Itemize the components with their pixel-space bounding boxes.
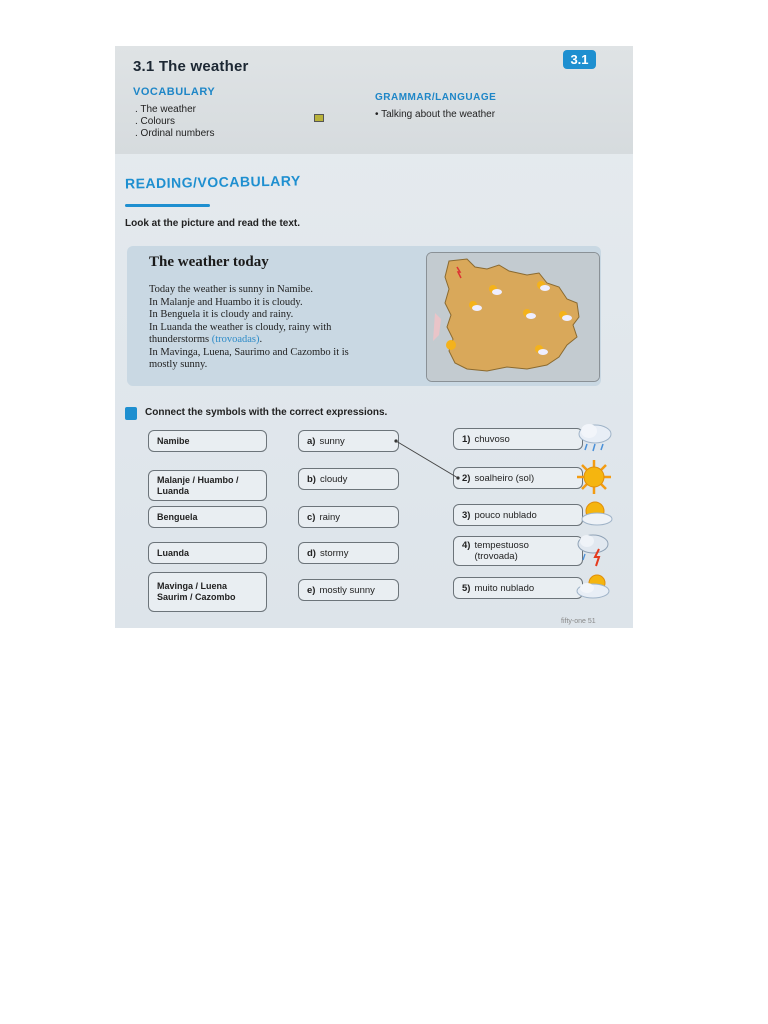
page-number: fifty-one 51 bbox=[561, 618, 596, 625]
expression-box[interactable]: e) mostly sunny bbox=[298, 579, 399, 601]
place-box[interactable]: Luanda bbox=[148, 542, 267, 564]
partly-cloudy-icon bbox=[575, 498, 615, 528]
place-box[interactable]: Namibe bbox=[148, 430, 267, 452]
reading-line: In Malanje and Huambo it is cloudy. bbox=[149, 296, 303, 308]
portuguese-box[interactable]: 5) muito nublado bbox=[453, 577, 583, 599]
place-box[interactable]: Benguela bbox=[148, 506, 267, 528]
reading-text-title: The weather today bbox=[149, 254, 269, 270]
reading-line: thunderstorms (trovoadas). bbox=[149, 334, 263, 345]
vocabulary-item: . Ordinal numbers bbox=[135, 128, 215, 139]
vocabulary-item: . The weather bbox=[135, 104, 196, 115]
place-box[interactable]: Mavinga / Luena Saurim / Cazombo bbox=[148, 572, 267, 612]
portuguese-box[interactable]: 4) tempestuoso (trovoada) bbox=[453, 536, 583, 566]
portuguese-box[interactable]: 1) chuvoso bbox=[453, 428, 583, 450]
expression-box[interactable]: a) sunny bbox=[298, 430, 399, 452]
sun-icon bbox=[575, 458, 613, 496]
highlight-term: (trovoadas) bbox=[211, 334, 260, 345]
page-title: 3.1 The weather bbox=[133, 58, 249, 75]
storm-cloud-icon bbox=[575, 531, 615, 569]
unit-badge: 3.1 bbox=[563, 50, 596, 69]
portuguese-box[interactable]: 3) pouco nublado bbox=[453, 504, 583, 526]
reading-section-title: READING/VOCABULARY bbox=[124, 172, 301, 192]
mostly-cloudy-icon bbox=[575, 572, 615, 602]
connection-line bbox=[115, 46, 633, 628]
reading-instruction: Look at the picture and read the text. bbox=[125, 218, 301, 229]
expression-box[interactable]: c) rainy bbox=[298, 506, 399, 528]
expression-box[interactable]: d) stormy bbox=[298, 542, 399, 564]
vocabulary-heading: VOCABULARY bbox=[133, 86, 216, 98]
reading-line: mostly sunny. bbox=[149, 359, 208, 370]
grammar-item: • Talking about the weather bbox=[375, 109, 496, 120]
rain-cloud-icon bbox=[575, 420, 615, 454]
textbook-page-photo bbox=[115, 46, 633, 628]
expression-box[interactable]: b) cloudy bbox=[298, 468, 399, 490]
reading-line: Today the weather is sunny in Namibe. bbox=[149, 284, 314, 295]
reading-line: In Mavinga, Luena, Saurimo and Cazombo it is bbox=[149, 346, 349, 358]
vocabulary-item: . Colours bbox=[135, 116, 176, 127]
reading-line: In Benguela it is cloudy and rainy. bbox=[149, 309, 294, 320]
exercise-instruction: Connect the symbols with the correct expressions. bbox=[145, 407, 388, 418]
portuguese-box[interactable]: 2) soalheiro (sol) bbox=[453, 467, 583, 489]
place-box[interactable]: Malanje / Huambo / Luanda bbox=[148, 470, 267, 501]
reading-line: In Luanda the weather is cloudy, rainy with bbox=[149, 321, 332, 333]
grammar-heading: GRAMMAR/LANGUAGE bbox=[375, 92, 497, 103]
